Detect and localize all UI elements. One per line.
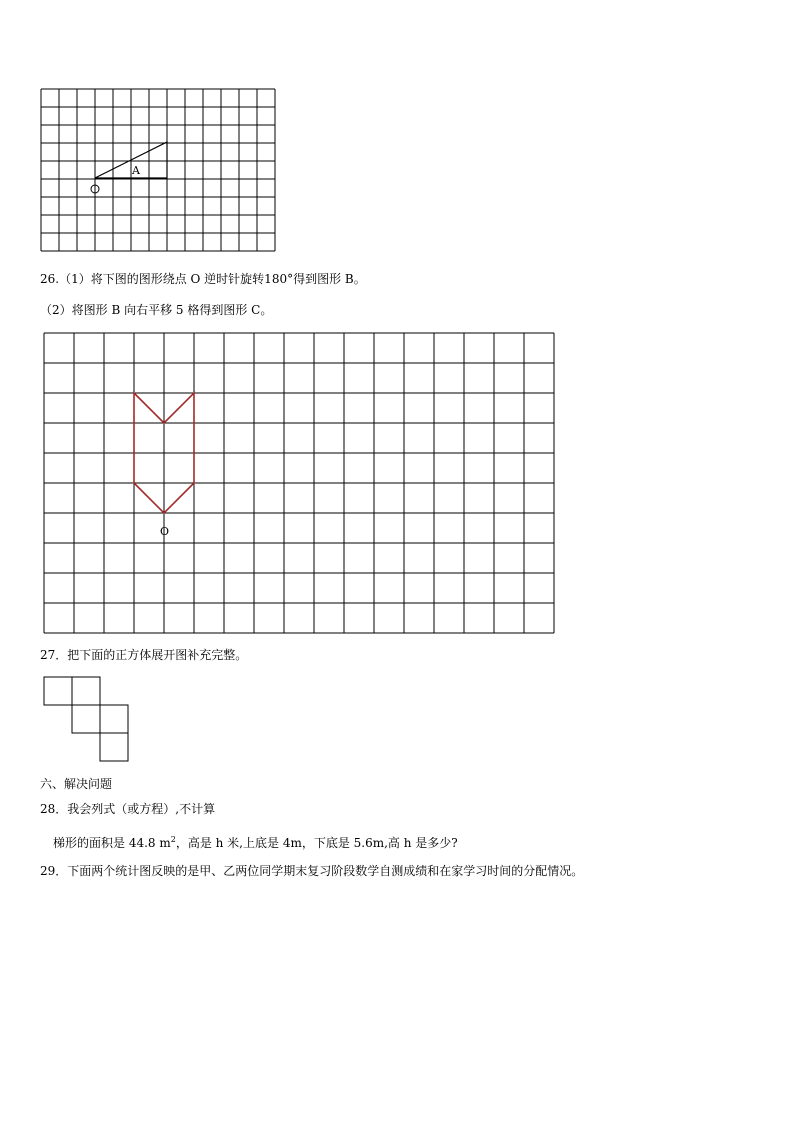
grid-figure-2 [43, 332, 561, 636]
question-29: 29．下面两个统计图反映的是甲、乙两位同学期末复习阶段数学自测成绩和在家学习时间的分配情况。 [40, 864, 584, 878]
section-6-title: 六、解决问题 [40, 777, 113, 791]
point-o-label: O [160, 525, 170, 538]
net-square-4 [100, 705, 128, 733]
question-28-body [53, 832, 458, 851]
q28-superscript: 2 [170, 835, 176, 844]
cube-net-figure [43, 676, 133, 768]
net-square-5 [100, 733, 128, 761]
grid-2-lines [44, 333, 554, 633]
question-26-part-1: 26.（1）将下图的图形绕点 O 逆时针旋转180°得到图形 B。 [40, 272, 366, 286]
net-square-3 [72, 705, 100, 733]
triangle-a-label: A [132, 164, 140, 177]
question-27: 27．把下面的正方体展开图补充完整。 [40, 648, 248, 662]
grid-figure-1 [40, 88, 276, 252]
question-26-part-2: （2）将图形 B 向右平移 5 格得到图形 C。 [40, 303, 273, 317]
net-square-2 [72, 677, 100, 705]
question-28-title: 28．我会列式（或方程）,不计算 [40, 802, 216, 816]
q28-text-before: 梯形的面积是 44.8 m [53, 836, 171, 850]
grid-1-lines [41, 89, 275, 251]
q28-text-after: ，高是 h 米,上底是 4m，下底是 5.6m,高 h 是多少? [175, 836, 458, 850]
net-square-1 [44, 677, 72, 705]
